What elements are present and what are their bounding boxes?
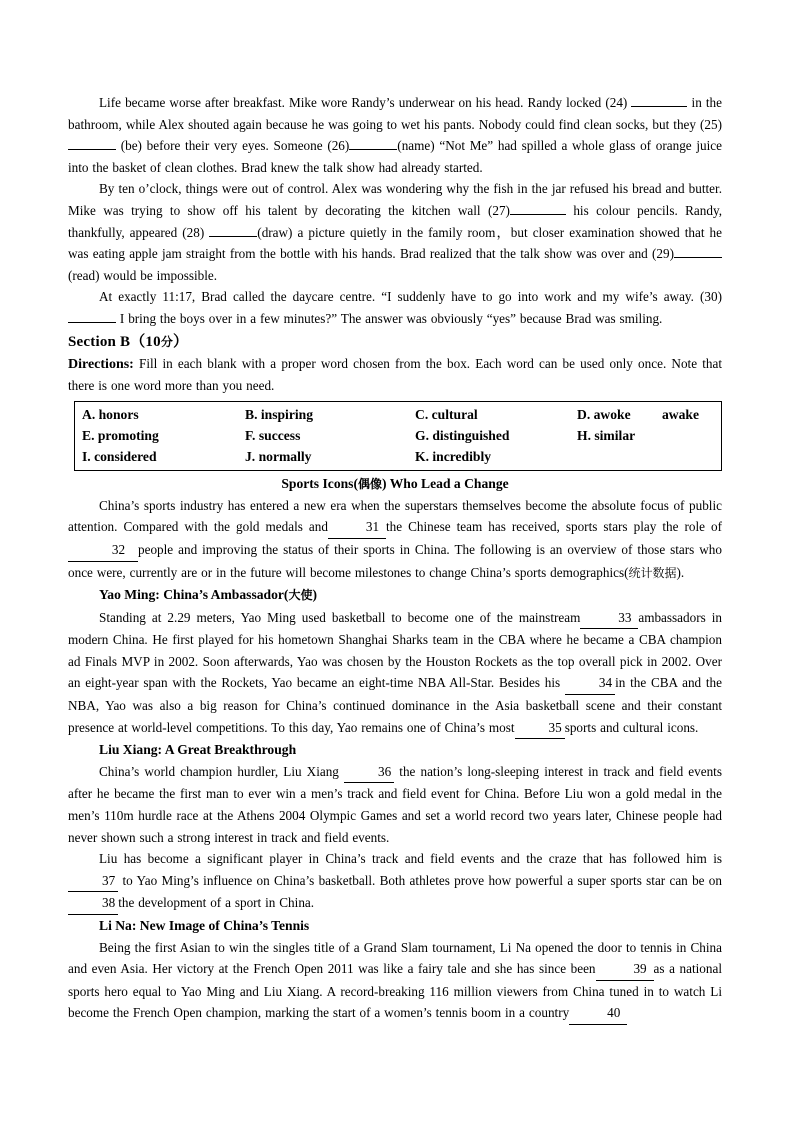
cloze-p2-text-1: By ten o’clock, things were out of control. Alex was wondering why the fish in the jar refused his bread and butter. Mike was trying to show off his talent by decorating the kitchen wall (27) [68, 181, 722, 218]
yao-text-4: sports and cultural icons. [564, 719, 699, 735]
blank-39[interactable]: 39 [596, 958, 654, 981]
blank-34[interactable]: 34 [565, 672, 615, 695]
yao-ming-paragraph [68, 607, 722, 740]
blank-35[interactable]: 35 [515, 717, 565, 740]
section-b-heading [68, 331, 722, 353]
cloze-p1-text-2: in the bathroom, while Alex shouted again because he was going to wet his pants. Nobody could find clean socks, but they (25) [68, 95, 723, 132]
passage-title-tail: ) Who Lead a Change [382, 475, 509, 491]
blank-28[interactable] [209, 236, 257, 237]
word-option-i[interactable]: I. considered [82, 448, 157, 464]
lina-text-1: Being the first Asian to win the singles title of a Grand Slam tournament, Li Na opened the door to tennis in China and even Asia. Her victory at the French Open 2011 was like a fairy tale and she has since been [68, 939, 722, 977]
passage-intro-paragraph [68, 495, 722, 584]
blank-31[interactable]: 31 [328, 516, 386, 539]
cloze-p3-text-2: I bring the boys over in a few minutes?” The answer was obviously “yes” because Brad was smiling. [119, 310, 663, 326]
blank-30[interactable] [68, 322, 116, 323]
word-option-d[interactable]: D. awoke [577, 406, 631, 422]
word-option-j[interactable]: J. normally [245, 448, 312, 464]
word-option-a[interactable]: A. honors [82, 406, 139, 422]
blank-33[interactable]: 33 [580, 607, 638, 630]
intro-chinese-gloss: 统计数据 [628, 565, 677, 580]
li-na-paragraph [68, 937, 722, 1025]
liu-text-5: the development of a sport in China. [118, 895, 315, 911]
lina-text-2: as a national sports hero equal to Yao Ming and Liu Xiang. A record-breaking 116 million viewers from China tuned in to watch Li become the French Open champion, marking the start of a women’s tennis boom in a country [68, 961, 722, 1021]
yao-text-3: in the CBA and the NBA, Yao was also a big reason for China’s continued dominance in the Asia basketball scene and their constant presence at world-level competitions. To this day, Yao remains one of China’s most [68, 675, 722, 735]
blank-36[interactable]: 36 [344, 761, 394, 784]
cloze-p2-text-3: (draw) a picture quietly in the family room，but closer examination showed that he was eating apple jam straight from the bottle with his hands. Brad realized that the talk show was over and (29) [68, 224, 722, 262]
yao-text-2: ambassadors in modern China. He first played for his hometown Shanghai Sharks team in the CBA where he became a CBA champion ad Finals MVP in 2002. Soon afterwards, Yao was chosen by the Houston Rockets as the top overall pick in 2002. Over an eight-year span with the Rockets, Yao became an eight-time NBA All-Star. Besides his [68, 609, 722, 691]
blank-32[interactable]: 32 [68, 539, 138, 562]
blank-26[interactable] [349, 149, 397, 150]
directions [68, 353, 722, 397]
word-option-h[interactable]: H. similar [577, 427, 636, 443]
word-option-e[interactable]: E. promoting [82, 427, 159, 443]
blank-29[interactable] [674, 257, 722, 258]
yao-ming-heading-text: Yao Ming: China’s Ambassador( [99, 587, 289, 603]
subheading-yao-ming [68, 584, 722, 607]
intro-text-1: China’s sports industry has entered a new era when the superstars themselves become the absolute focus of public attention. Compared with the gold medals and [68, 497, 722, 535]
directions-label: Directions: [68, 356, 134, 372]
word-option-b[interactable]: B. inspiring [245, 406, 313, 422]
liu-text-3: Liu has become a significant player in China’s track and field events and the craze that has followed him is [99, 851, 722, 867]
subheading-liu-xiang: Liu Xiang: A Great Breakthrough [99, 742, 297, 758]
directions-text: Fill in each blank with a proper word chosen from the box. Each word can be used only once. Note that there is one word more than you need. [68, 355, 722, 394]
word-option-k[interactable]: K. incredibly [415, 448, 492, 464]
word-box-row [75, 425, 721, 446]
intro-text-4: ). [676, 564, 685, 580]
yao-ming-heading-close: ) [312, 587, 318, 603]
blank-37[interactable]: 37 [68, 870, 118, 893]
subheading-li-na: Li Na: New Image of China’s Tennis [99, 918, 310, 933]
cloze-p1-text-1: Life became worse after breakfast. Mike wore Randy’s underwear on his head. Randy locked (24) [99, 95, 628, 110]
passage-title-chinese-gloss: 偶像 [358, 476, 383, 491]
cloze-paragraph-2 [68, 178, 722, 286]
liu-xiang-paragraph-2 [68, 848, 722, 915]
yao-ming-chinese-gloss: 大使 [288, 588, 313, 603]
section-b-unit: 分 [160, 334, 174, 349]
liu-text-1: China’s world champion hurdler, Liu Xiang [99, 763, 339, 779]
passage-title-main: Sports Icons( [281, 475, 358, 491]
section-b-score: 10 [145, 333, 161, 350]
blank-38[interactable]: 38 [68, 892, 118, 915]
word-choice-box [74, 401, 722, 471]
cloze-p2-text-4: (read) would be impossible. [68, 267, 218, 283]
word-option-d-alt[interactable]: awake [662, 406, 700, 422]
section-b-label: Section B（ [68, 333, 146, 350]
cloze-p1-text-4: (name) “Not Me” had spilled a whole glass of orange juice into the basket of clean clothes. Brad knew the talk show had already started. [68, 138, 722, 175]
liu-xiang-paragraph-1 [68, 761, 722, 848]
cloze-p2-text-2: his colour pencils. Randy, thankfully, appeared (28) [68, 202, 723, 240]
cloze-p3-text-1: At exactly 11:17, Brad called the daycare centre. “I suddenly have to go into work and my wife’s away. (30) [99, 289, 722, 305]
liu-text-4: to Yao Ming’s influence on China’s basketball. Both athletes prove how powerful a super sports star can be on [122, 872, 722, 888]
blank-27[interactable] [510, 214, 566, 215]
blank-40[interactable]: 40 [569, 1002, 627, 1025]
word-option-f[interactable]: F. success [245, 427, 301, 443]
intro-text-3: people and improving the status of their sports in China. The following is an overview of those stars who once were, currently are or in the future will become milestones to change China’s sports demographics( [68, 541, 722, 580]
intro-text-2: the Chinese team has received, sports stars play the role of [385, 519, 722, 535]
cloze-paragraph-3 [68, 286, 722, 329]
liu-text-2: the nation’s long-sleeping interest in track and field events after he became the first man to ever win a men’s track and field event for China. Before Liu won a gold medal in the men’s 110m hurdle race at the Athens 2004 Olympic Games and set a world record two years later, Chinese people had never shown such a strong interest in track and field events. [68, 763, 722, 845]
section-b-paren-close: ） [173, 333, 189, 350]
word-option-c[interactable]: C. cultural [415, 406, 478, 422]
word-option-g[interactable]: G. distinguished [415, 427, 510, 443]
word-box-row [75, 404, 721, 425]
word-box-row [75, 446, 721, 467]
blank-24[interactable] [631, 106, 687, 107]
passage-title [68, 473, 722, 495]
cloze-paragraph-1 [68, 92, 722, 178]
cloze-p1-text-3: (be) before their very eyes. Someone (26) [120, 138, 350, 154]
blank-25[interactable] [68, 149, 116, 150]
yao-text-1: Standing at 2.29 meters, Yao Ming used basketball to become one of the mainstream [99, 609, 581, 625]
